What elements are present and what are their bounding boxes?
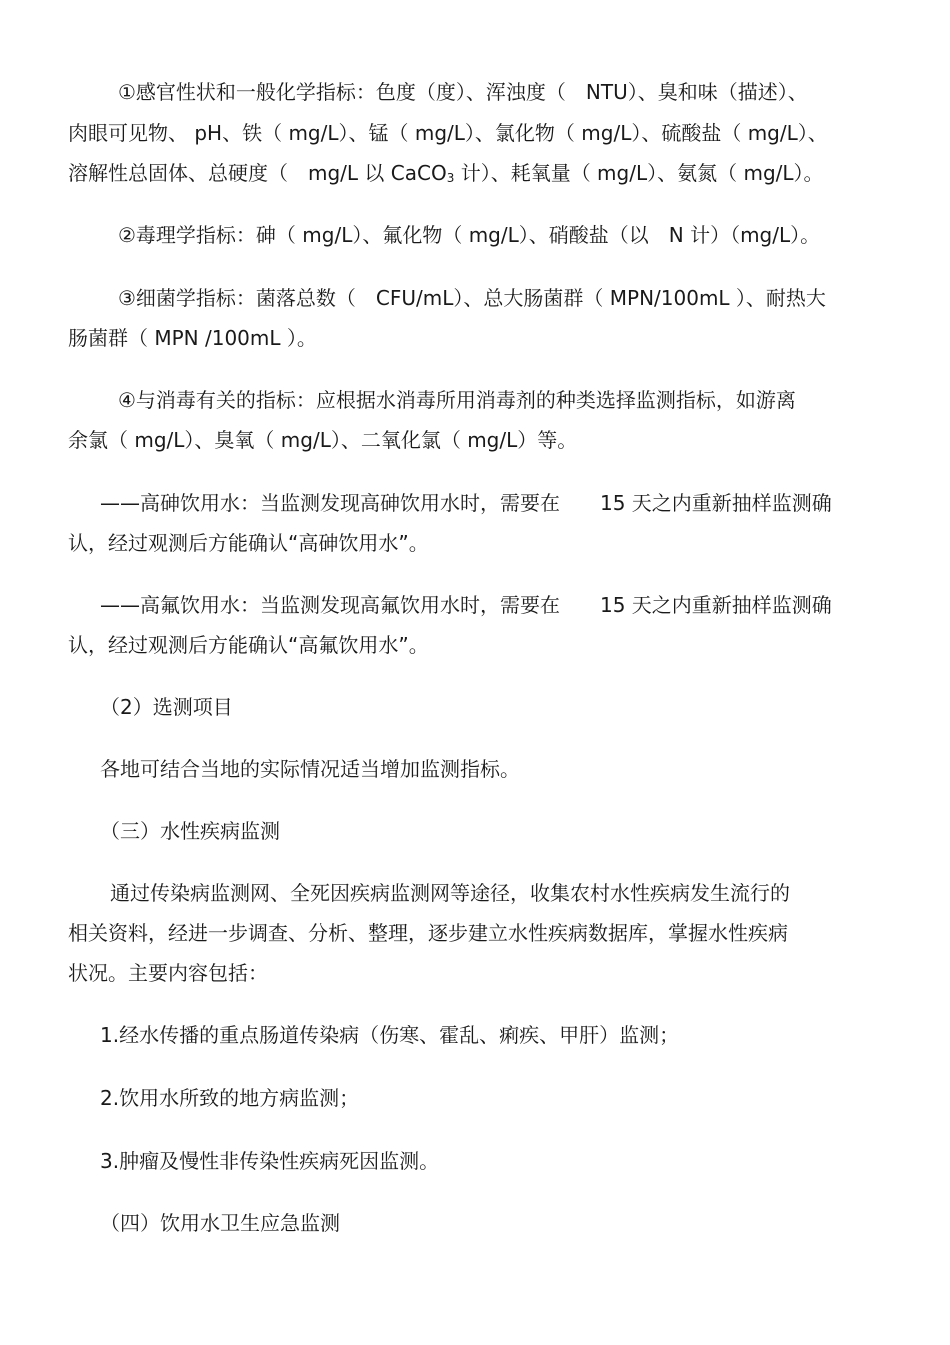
line-3-text-after: 计）、耗氧量（ mg/L）、氨氮（ mg/L）。	[454, 161, 824, 185]
section-heading-emergency-monitoring: （四）饮用水卫生应急监测	[100, 1211, 340, 1235]
section-heading-optional-items: （2）选测项目	[100, 695, 233, 719]
indicator-disinfection-line-2: 余氯（ mg/L）、臭氧（ mg/L）、二氧化氯（ mg/L）等。	[68, 428, 578, 452]
indicator-sensory-line-2: 肉眼可见物、 pH、铁（ mg/L）、锰（ mg/L）、氯化物（ mg/L）、硫酸盐（ mg/L）、	[68, 121, 828, 145]
caco3-subscript: 3	[446, 171, 455, 185]
indicator-sensory-line-1: ①感官性状和一般化学指标：色度（度）、浑浊度（ NTU）、臭和味（描述）、	[118, 80, 808, 104]
waterborne-disease-line-3: 状况。主要内容包括：	[68, 961, 268, 985]
indicator-sensory-line-3	[68, 160, 824, 191]
high-arsenic-line-2: 认，经过观测后方能确认“高砷饮用水”。	[68, 531, 429, 555]
section-heading-waterborne-disease: （三）水性疾病监测	[100, 819, 280, 843]
indicator-bacteria-line-2: 肠菌群（ MPN /100mL ）。	[68, 326, 317, 350]
indicator-toxicology: ②毒理学指标：砷（ mg/L）、氟化物（ mg/L）、硝酸盐（以 N 计）（mg/L）。	[118, 223, 821, 247]
waterborne-disease-line-1: 通过传染病监测网、全死因疾病监测网等途径，收集农村水性疾病发生流行的	[110, 881, 790, 905]
list-item-3: 3.肿瘤及慢性非传染性疾病死因监测。	[100, 1149, 440, 1173]
high-arsenic-line-1: ——高砷饮用水：当监测发现高砷饮用水时，需要在 15 天之内重新抽样监测确	[100, 491, 832, 515]
line-3-text-before: 溶解性总固体、总硬度（ mg/L 以 CaCO	[68, 161, 447, 185]
list-item-1: 1.经水传播的重点肠道传染病（伤寒、霍乱、痢疾、甲肝）监测；	[100, 1023, 680, 1047]
indicator-bacteria-line-1: ③细菌学指标：菌落总数（ CFU/mL）、总大肠菌群（ MPN/100mL ）、耐热大	[118, 286, 826, 310]
list-item-2: 2.饮用水所致的地方病监测；	[100, 1086, 360, 1110]
waterborne-disease-line-2: 相关资料，经进一步调查、分析、整理，逐步建立水性疾病数据库，掌握水性疾病	[68, 921, 788, 945]
high-fluoride-line-1: ——高氟饮用水：当监测发现高氟饮用水时，需要在 15 天之内重新抽样监测确	[100, 593, 832, 617]
indicator-disinfection-line-1: ④与消毒有关的指标：应根据水消毒所用消毒剂的种类选择监测指标，如游离	[118, 388, 796, 412]
high-fluoride-line-2: 认，经过观测后方能确认“高氟饮用水”。	[68, 633, 429, 657]
optional-items-text: 各地可结合当地的实际情况适当增加监测指标。	[100, 757, 520, 781]
